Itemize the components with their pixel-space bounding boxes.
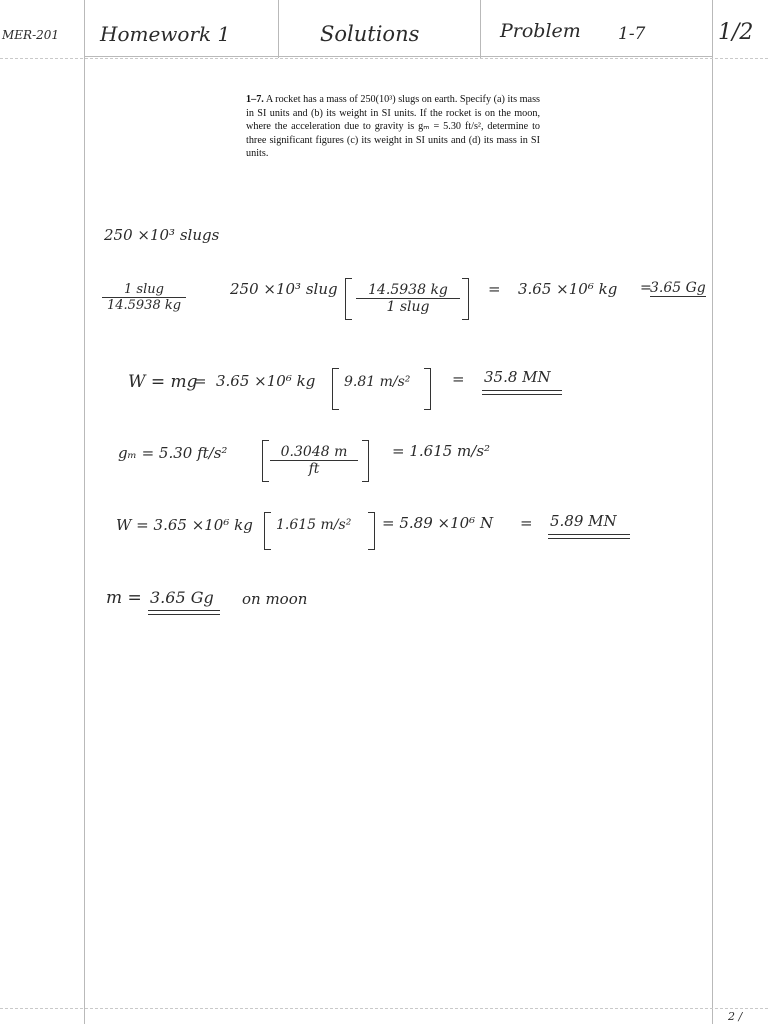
line2-gravity: 9.81 m/s² <box>344 374 411 390</box>
line1-lhs: 250 ×10³ slug <box>230 280 338 298</box>
header-divider-1 <box>278 0 279 58</box>
header-bottom-line <box>84 56 712 57</box>
line2-mass: 3.65 ×10⁶ kg <box>216 372 316 390</box>
line2-bracket-left <box>332 368 339 410</box>
problem-statement-number: 1–7. <box>246 94 264 105</box>
line2-equals: = <box>194 372 207 390</box>
problem-label: Problem <box>500 20 581 42</box>
line1-result: 3.65 ×10⁶ kg <box>518 280 618 298</box>
line1-bracket-left <box>345 278 352 320</box>
line4-answer: 5.89 MN <box>550 512 617 530</box>
line3-bracket-left <box>262 440 269 482</box>
problem-statement <box>246 93 540 161</box>
line4-result: = 5.89 ×10⁶ N <box>382 514 494 532</box>
line4-bracket-left <box>264 512 271 550</box>
line3-conversion <box>270 444 358 477</box>
line3-lhs: gₘ = 5.30 ft/s² <box>118 444 228 462</box>
line1-final-answer: 3.65 Gg <box>650 280 706 296</box>
footer-dotted-line <box>0 1008 768 1009</box>
given-mass: 250 ×10³ slugs <box>104 226 220 244</box>
line2-answer-underline-2 <box>482 394 562 395</box>
problem-statement-text: A rocket has a mass of 250(10³) slugs on earth. Specify (a) its mass in SI units and (b) its weight in SI units. If the rocket is on the moon, where the acceleration due to gravity is gₘ = 5.30 ft/s², determine to three significant figures (c) its weight in SI units and (d) its mass in SI units. <box>246 94 540 160</box>
line4-equals: = <box>520 514 533 532</box>
line4-lhs: W = 3.65 ×10⁶ kg <box>116 516 253 534</box>
line5-answer-underline-2 <box>148 614 220 615</box>
line1-conv-numerator: 14.5938 kg <box>356 282 460 299</box>
right-margin-line <box>712 0 713 1024</box>
line2-answer-underline-1 <box>482 390 562 391</box>
problem-number: 1-7 <box>618 24 646 44</box>
line2-equals-2: = <box>452 370 465 388</box>
line5-lhs: m = <box>106 588 142 608</box>
header-divider-2 <box>480 0 481 58</box>
solutions-title: Solutions <box>320 22 420 46</box>
line1-equals: = <box>488 280 501 298</box>
line4-gravity: 1.615 m/s² <box>276 517 352 533</box>
course-code: MER-201 <box>2 28 60 42</box>
line4-bracket-right <box>368 512 375 550</box>
line2-answer: 35.8 MN <box>484 368 551 386</box>
line5-answer: 3.65 Gg <box>150 588 214 607</box>
line1-conv-denominator: 1 slug <box>386 299 430 315</box>
header-dotted-line <box>0 58 768 59</box>
line2-bracket-right <box>424 368 431 410</box>
page-fraction: 1/2 <box>718 20 754 45</box>
line3-bracket-right <box>362 440 369 482</box>
line1-bracket-right <box>462 278 469 320</box>
conversion-denominator: 14.5938 kg <box>106 298 182 313</box>
conversion-factor <box>102 282 186 313</box>
line4-answer-underline-2 <box>548 538 630 539</box>
line4-answer-underline-1 <box>548 534 630 535</box>
line3-conv-denominator: ft <box>308 461 320 477</box>
footer-page-mark: 2 / <box>728 1010 743 1023</box>
line1-equals-2: = <box>640 280 652 296</box>
line1-conversion <box>356 282 460 315</box>
line3-result: = 1.615 m/s² <box>392 442 491 460</box>
left-margin-line <box>84 0 85 1024</box>
line2-lhs: W = mg <box>128 372 198 392</box>
conversion-numerator: 1 slug <box>102 282 186 298</box>
line5-answer-underline-1 <box>148 610 220 611</box>
line3-conv-numerator: 0.3048 m <box>270 444 358 461</box>
line5-tail: on moon <box>242 590 308 608</box>
assignment-title: Homework 1 <box>100 22 231 46</box>
